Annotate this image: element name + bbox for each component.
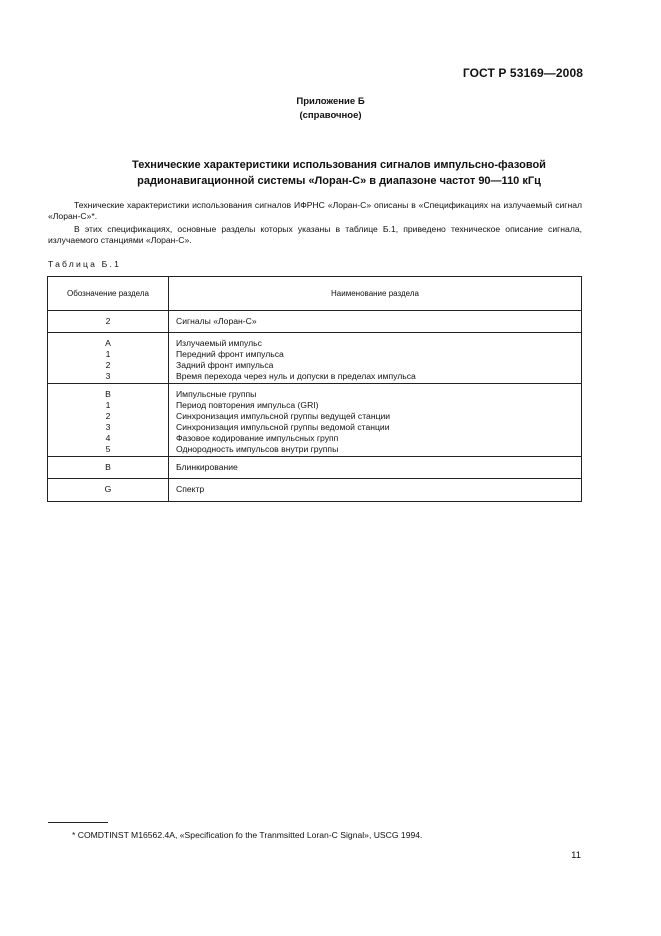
section-code: 2 bbox=[105, 411, 111, 421]
section-name: Импульсные группы bbox=[176, 389, 257, 399]
section-code: 4 bbox=[105, 433, 111, 443]
footnote-rule bbox=[48, 822, 108, 823]
section-name-cell bbox=[169, 479, 582, 502]
section-name-cell bbox=[169, 311, 582, 333]
table-row bbox=[48, 384, 582, 457]
table-caption: Таблица Б.1 bbox=[48, 259, 122, 269]
section-name: Однородность импульсов внутри группы bbox=[176, 444, 339, 454]
section-code: 1 bbox=[105, 400, 111, 410]
section-name: Период повторения импульса (GRI) bbox=[176, 400, 319, 410]
section-code-cell bbox=[48, 479, 169, 502]
annex-title-line1: Технические характеристики использования сигналов импульсно-фазовой bbox=[132, 159, 546, 171]
section-name: Излучаемый импульс bbox=[176, 338, 262, 348]
section-name: Время перехода через нуль и допуски в пределах импульса bbox=[176, 371, 416, 381]
annex-title-line2: радионавигационной системы «Лоран-С» в диапазоне частот 90—110 кГц bbox=[137, 175, 541, 187]
section-name-cell bbox=[169, 457, 582, 479]
section-code-cell bbox=[48, 457, 169, 479]
section-code: B bbox=[105, 462, 111, 472]
section-name: Синхронизация импульсной группы ведомой станции bbox=[176, 422, 390, 432]
section-name-cell bbox=[169, 333, 582, 384]
section-name: Блинкирование bbox=[176, 462, 238, 472]
annex-title bbox=[48, 157, 630, 189]
section-code: B bbox=[105, 389, 111, 399]
header-section-code: Обозначение раздела bbox=[48, 277, 169, 311]
section-code: 1 bbox=[105, 349, 111, 359]
section-code-cell bbox=[48, 384, 169, 457]
footnote: * COMDTINST M16562.4A, «Specification fo the Tranmsitted Loran-C Signal», USCG 1994. bbox=[72, 830, 423, 840]
annex-label: Приложение Б bbox=[296, 96, 365, 107]
section-code: 3 bbox=[105, 422, 111, 432]
sections-table bbox=[47, 276, 582, 502]
section-code: 5 bbox=[105, 444, 111, 454]
table-row bbox=[48, 333, 582, 384]
page-number: 11 bbox=[571, 850, 581, 861]
body-paragraph-2: В этих спецификациях, основные разделы которых указаны в таблице Б.1, приведено техническое описание сигнала, излучаемого станциями «Лоран-С». bbox=[48, 224, 582, 245]
section-code: 2 bbox=[105, 316, 111, 326]
standard-number: ГОСТ Р 53169—2008 bbox=[462, 66, 583, 80]
header-section-name: Наименование раздела bbox=[169, 277, 582, 311]
table-header-row bbox=[48, 277, 582, 311]
section-name: Синхронизация импульсной группы ведущей станции bbox=[176, 411, 391, 421]
section-code: 2 bbox=[105, 360, 111, 370]
section-name: Задний фронт импульса bbox=[176, 360, 274, 370]
annex-type: (справочное) bbox=[299, 110, 362, 121]
section-name: Фазовое кодирование импульсных групп bbox=[176, 433, 339, 443]
section-code-cell bbox=[48, 311, 169, 333]
section-name-cell bbox=[169, 384, 582, 457]
body-paragraph-1: Технические характеристики использования сигналов ИФРНС «Лоран-С» описаны в «Спецификациях на излучаемый сигнал «Лоран-С»*. bbox=[48, 200, 582, 221]
section-code: G bbox=[104, 484, 112, 494]
table-row bbox=[48, 311, 582, 333]
section-name: Спектр bbox=[176, 484, 205, 494]
table-row bbox=[48, 457, 582, 479]
section-name: Передний фронт импульса bbox=[176, 349, 284, 359]
section-code: A bbox=[105, 338, 111, 348]
section-code-cell bbox=[48, 333, 169, 384]
section-name: Сигналы «Лоран-С» bbox=[176, 316, 257, 326]
section-code: 3 bbox=[105, 371, 111, 381]
table-row bbox=[48, 479, 582, 502]
